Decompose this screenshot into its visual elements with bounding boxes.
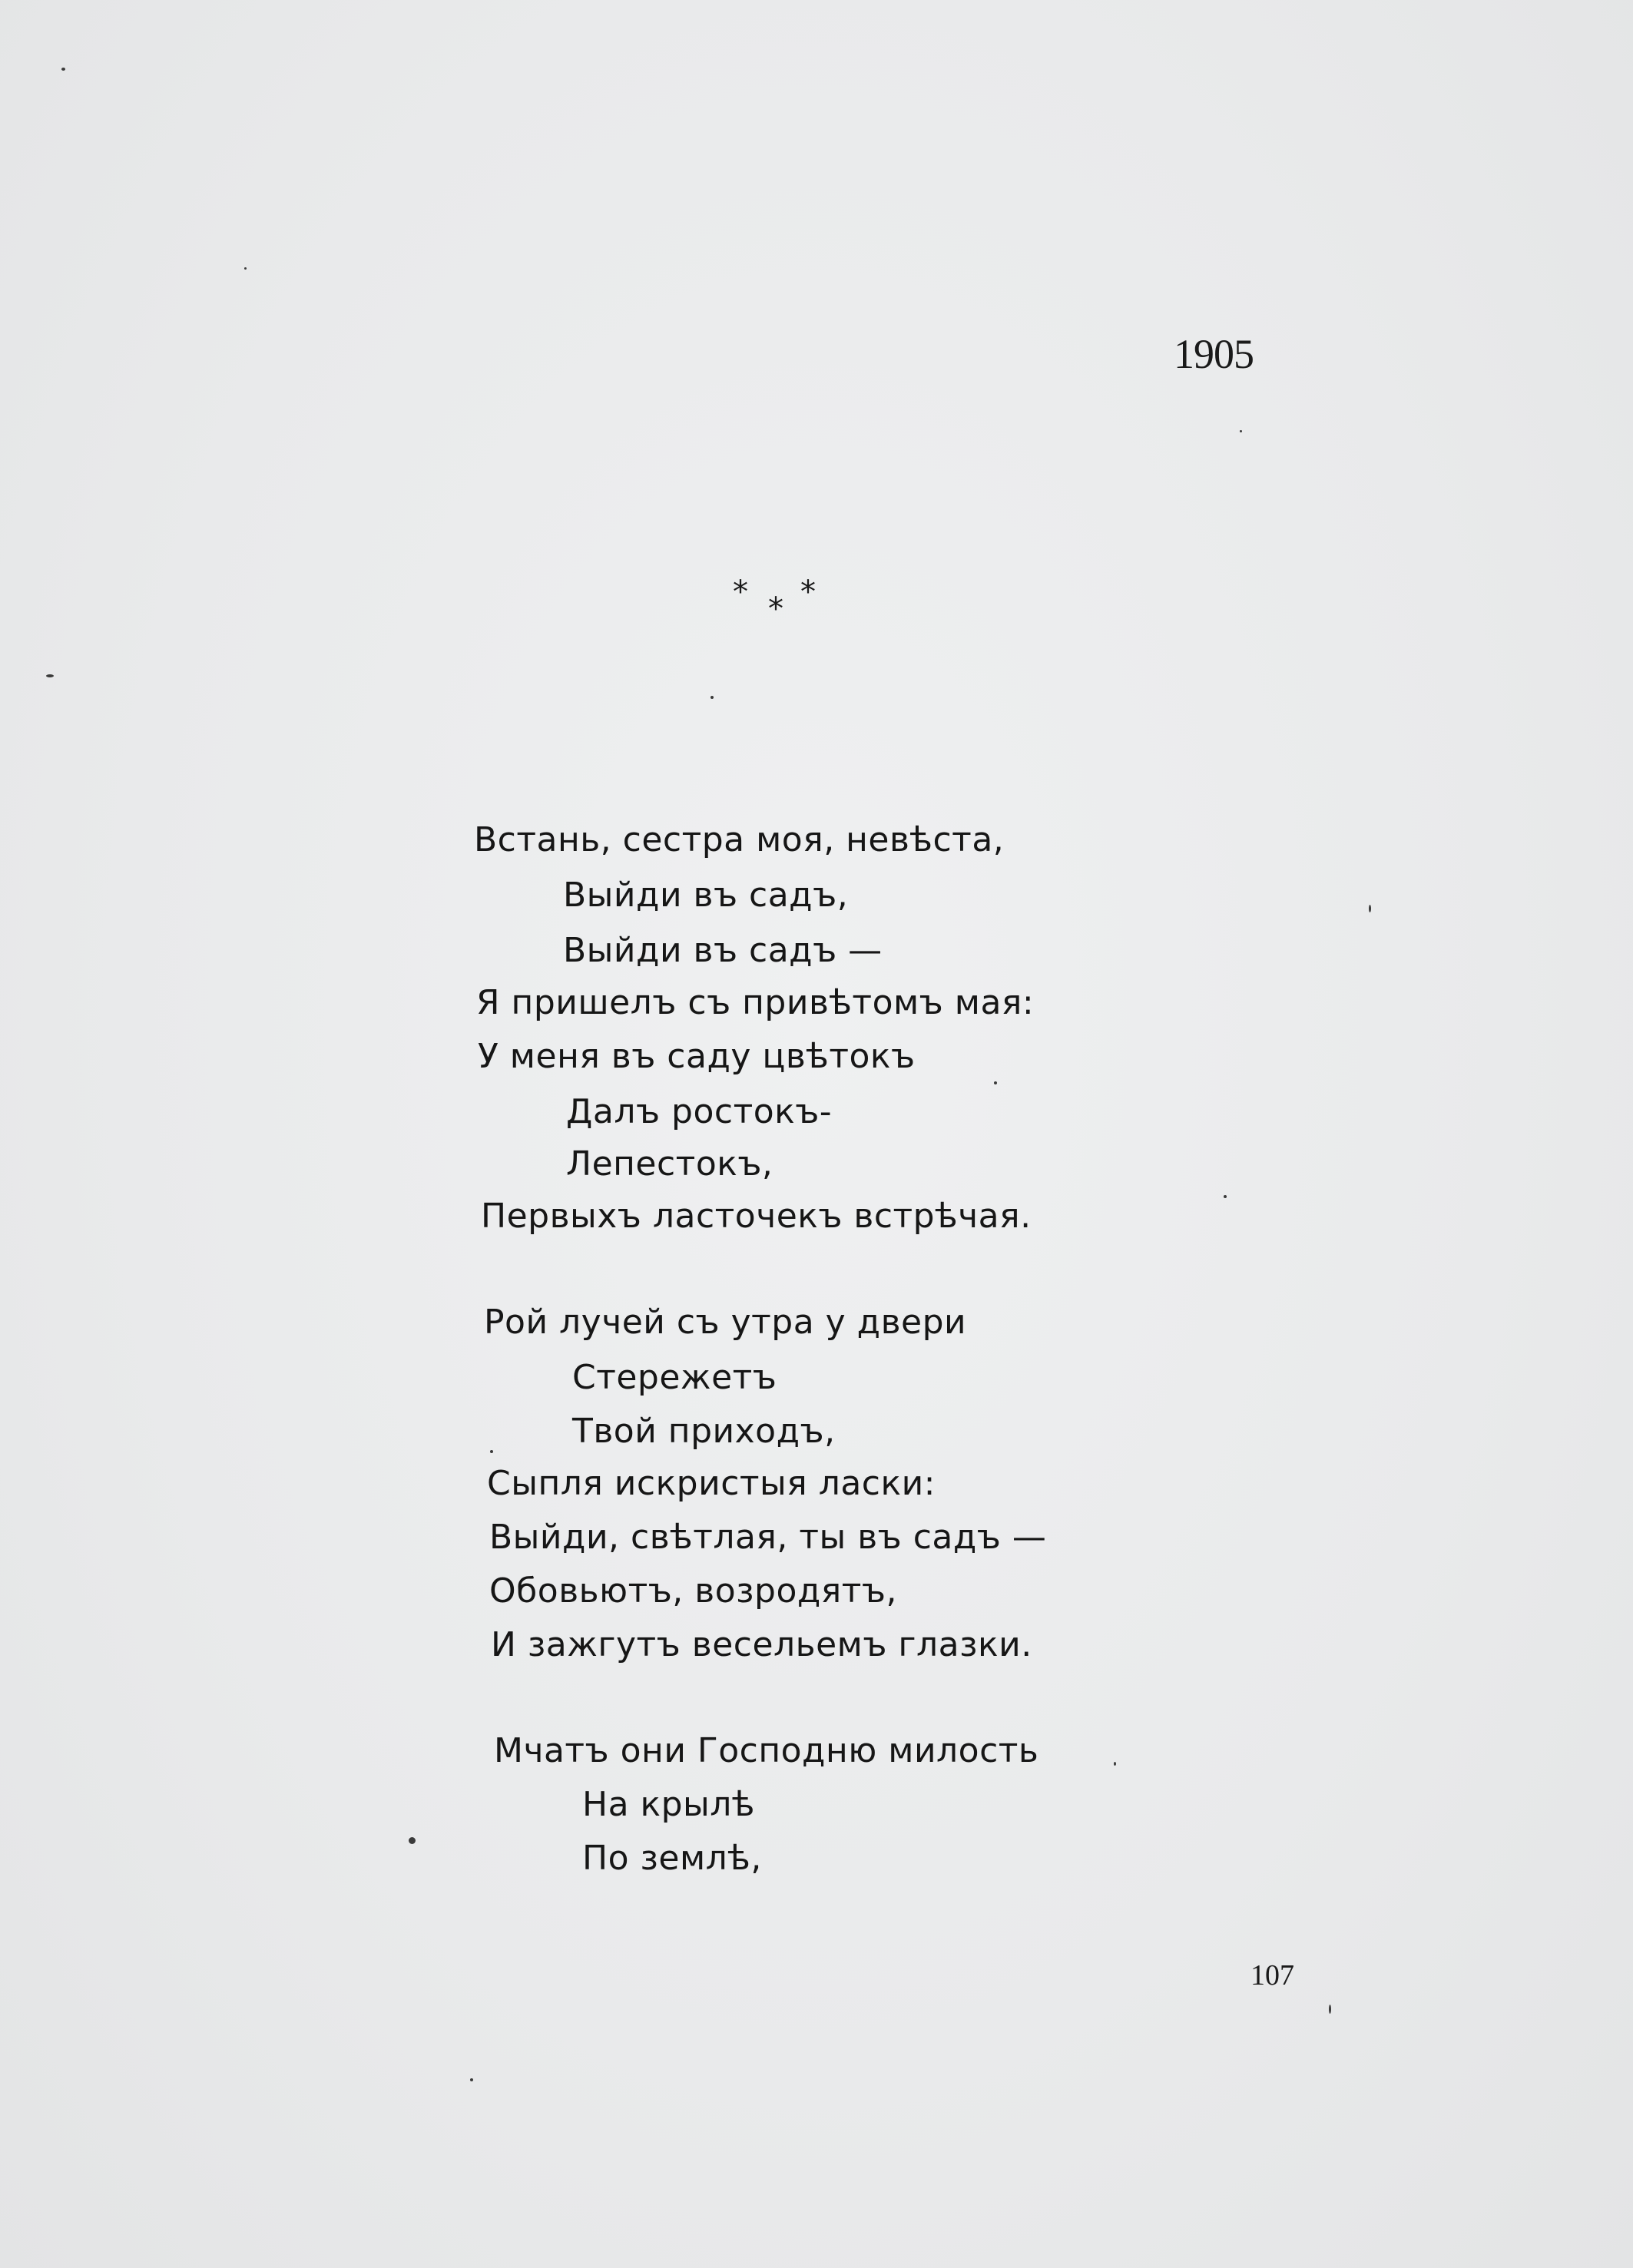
- poem-line: Выйди, свѣтлая, ты въ садъ —: [489, 1518, 1047, 1557]
- poem-line: Мчатъ они Господню милость: [494, 1731, 1039, 1770]
- poem-line: Далъ ростокъ-: [566, 1092, 833, 1131]
- paper-speck: [490, 1450, 493, 1453]
- poem-line: Я пришелъ съ привѣтомъ мая:: [476, 983, 1035, 1022]
- poem-line: Выйди въ садъ —: [563, 931, 883, 970]
- asterisk: *: [733, 574, 748, 610]
- poem-line: По землѣ,: [582, 1839, 762, 1878]
- paper-speck: [1329, 2005, 1331, 2014]
- paper-speck: [711, 696, 714, 699]
- poem-line: Встань, сестра моя, невѣста,: [474, 820, 1005, 859]
- asterisk: *: [800, 574, 816, 610]
- poem-line: Твой приходъ,: [572, 1412, 836, 1451]
- poem-line: У меня въ саду цвѣтокъ: [478, 1037, 916, 1076]
- paper-speck: [1240, 430, 1242, 432]
- poem-line: Лепестокъ,: [566, 1144, 773, 1184]
- paper-speck: [244, 267, 247, 270]
- poem-line: На крылѣ: [582, 1785, 755, 1824]
- paper-speck: [409, 1837, 416, 1844]
- paper-speck: [470, 2078, 473, 2081]
- poem-line: Первыхъ ласточекъ встрѣчая.: [481, 1197, 1032, 1236]
- poem-line: Выйди въ садъ,: [563, 876, 849, 915]
- paper-speck: [1369, 905, 1371, 912]
- paper-speck: [994, 1081, 997, 1084]
- year-heading: 1905: [1174, 331, 1254, 377]
- poem-line: Обовьютъ, возродятъ,: [489, 1571, 897, 1611]
- poem-line: Сыпля искристыя ласки:: [487, 1464, 936, 1503]
- paper-speck: [1224, 1195, 1227, 1198]
- page-number: 107: [1250, 1959, 1294, 1992]
- asterisk: *: [768, 591, 783, 627]
- poem-line: И зажгутъ весельемъ глазки.: [491, 1625, 1032, 1664]
- poem-line: Рой лучей съ утра у двери: [484, 1303, 967, 1342]
- paper-speck: [61, 68, 65, 71]
- paper-speck: [46, 674, 54, 677]
- paper-speck: [1114, 1762, 1116, 1766]
- poem-line: Стережетъ: [572, 1358, 777, 1397]
- asterism-divider: [722, 574, 830, 636]
